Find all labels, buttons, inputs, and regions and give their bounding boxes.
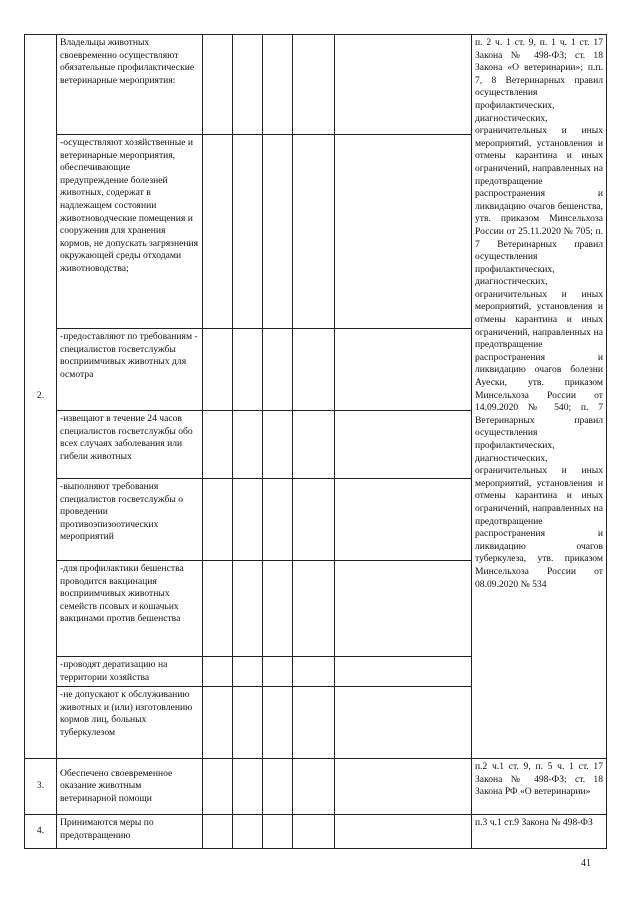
row-number: 2. <box>25 35 57 759</box>
requirement-cell: -проводят дератизацию на территории хозяйства <box>57 657 203 687</box>
check-cell-yes <box>203 657 233 687</box>
check-cell-yes <box>203 411 233 479</box>
requirement-cell: -для профилактики бешенства проводится вакцинация восприимчивых животных семейств псовых и кошачьих вакцинами против бешенства <box>57 561 203 657</box>
table-row <box>25 815 607 849</box>
comment-cell <box>335 411 472 479</box>
legal-reference-cell: п.3 ч.1 ст.9 Закона № 498-ФЗ <box>472 815 607 849</box>
check-cell-no <box>233 411 263 479</box>
check-cell-yes <box>203 35 233 135</box>
requirement-cell: -не допускают к обслуживанию животных и (или) изготовлению кормов лиц, больных туберкулезом <box>57 687 203 759</box>
check-cell-notes <box>293 329 335 411</box>
check-cell-notes <box>293 479 335 561</box>
requirement-cell: -выполняют требования специалистов госветслужбы о проведении противоэпизоотических мероприятий <box>57 479 203 561</box>
check-cell-na <box>263 329 293 411</box>
page-number: 41 <box>581 858 591 869</box>
check-cell-notes <box>293 35 335 135</box>
check-cell-notes <box>293 759 335 815</box>
check-cell-na <box>263 35 293 135</box>
check-cell-no <box>233 687 263 759</box>
requirement-cell: Обеспечено своевременное оказание животным ветеринарной помощи <box>57 759 203 815</box>
check-cell-notes <box>293 411 335 479</box>
check-cell-yes <box>203 479 233 561</box>
comment-cell <box>335 479 472 561</box>
check-cell-na <box>263 687 293 759</box>
check-cell-notes <box>293 815 335 849</box>
check-cell-na <box>263 561 293 657</box>
table-row <box>25 759 607 815</box>
check-cell-notes <box>293 135 335 329</box>
requirement-cell: -осуществляют хозяйственные и ветеринарные мероприятия, обеспечивающие предупреждение болезней животных, содержат в надлежащем состоянии животноводческие помещения и сооружения для хранения кормов, не допускать загрязнения окружающей среды отходами животноводства; <box>57 135 203 329</box>
comment-cell <box>335 815 472 849</box>
comment-cell <box>335 759 472 815</box>
check-cell-yes <box>203 759 233 815</box>
legal-reference-cell: п. 2 ч. 1 ст. 9, п. 1 ч. 1 ст. 17 Закона № 498-ФЗ; ст. 18 Закона «О ветеринарии»; п.п. 7, 8 Ветеринарных правил осуществления профилактических, диагностических, ограничительных и иных мероприятий, установления и отмены карантина и иных ограничений, направленных на предотвращение распространения и ликвидацию очагов бешенства, утв. приказом Минсельхоза России от 25.11.2020 № 705; п. 7 Ветеринарных правил осуществления профилактических, диагностических, ограничительных и иных мероприятий, установления и отмены карантина и иных ограничений, направленных на предотвращение распространения и ликвидацию очагов болезни Ауески, утв. приказом Минсельхоза России от 14.09.2020 № 540; п. 7 Ветеринарных правил осуществления профилактических, диагностических, ограничительных и иных мероприятий, установления и отмены карантина и иных ограничений, направленных на предотвращение распространения и ликвидацию очагов туберкулеза, утв. приказом Минсельхоза России от 08.09.2020 № 534 <box>472 35 607 759</box>
requirements-table <box>24 34 607 849</box>
comment-cell <box>335 135 472 329</box>
requirement-cell: -предоставляют по требованиям - специалистов госветслужбы восприимчивых животных для осмотра <box>57 329 203 411</box>
check-cell-na <box>263 657 293 687</box>
table-row <box>25 35 607 135</box>
check-cell-no <box>233 657 263 687</box>
check-cell-yes <box>203 329 233 411</box>
check-cell-yes <box>203 135 233 329</box>
comment-cell <box>335 687 472 759</box>
check-cell-na <box>263 815 293 849</box>
check-cell-no <box>233 35 263 135</box>
requirement-cell: Принимаются меры по предотвращению <box>57 815 203 849</box>
check-cell-na <box>263 411 293 479</box>
check-cell-yes <box>203 687 233 759</box>
check-cell-yes <box>203 561 233 657</box>
comment-cell <box>335 657 472 687</box>
check-cell-no <box>233 329 263 411</box>
check-cell-no <box>233 479 263 561</box>
requirement-cell: Владельцы животных своевременно осуществляют обязательные профилактические ветеринарные мероприятия: <box>57 35 203 135</box>
check-cell-notes <box>293 657 335 687</box>
comment-cell <box>335 35 472 135</box>
check-cell-na <box>263 135 293 329</box>
check-cell-no <box>233 135 263 329</box>
row-number: 4. <box>25 815 57 849</box>
check-cell-no <box>233 561 263 657</box>
check-cell-no <box>233 759 263 815</box>
requirement-cell: -извещают в течение 24 часов специалистов госветслужбы обо всех случаях заболевания или гибели животных <box>57 411 203 479</box>
check-cell-notes <box>293 561 335 657</box>
check-cell-na <box>263 759 293 815</box>
comment-cell <box>335 561 472 657</box>
comment-cell <box>335 329 472 411</box>
legal-reference-cell: п.2 ч.1 ст. 9, п. 5 ч. 1 ст. 17 Закона № 498-ФЗ; ст. 18 Закона РФ «О ветеринарии» <box>472 759 607 815</box>
check-cell-notes <box>293 687 335 759</box>
row-number: 3. <box>25 759 57 815</box>
check-cell-no <box>233 815 263 849</box>
check-cell-na <box>263 479 293 561</box>
check-cell-yes <box>203 815 233 849</box>
